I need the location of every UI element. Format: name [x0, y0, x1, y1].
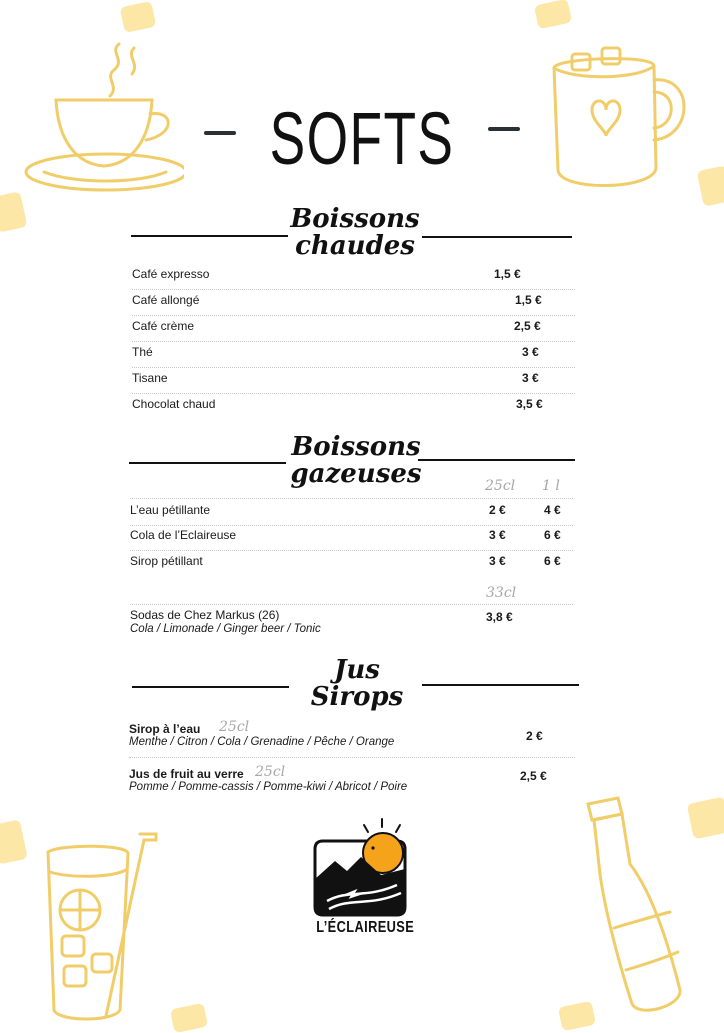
menu-item — [130, 550, 573, 576]
menu-item — [130, 524, 573, 551]
column-header-1l: 1 l — [542, 478, 560, 494]
item-price-25cl: 2 € — [489, 503, 506, 517]
decor-blob — [534, 0, 572, 29]
menu-item — [129, 719, 575, 758]
menu-item — [130, 498, 573, 526]
item-price-1l: 6 € — [544, 554, 561, 568]
item-flavors: Menthe / Citron / Cola / Grenadine / Pêche / Orange — [129, 736, 395, 748]
item-name: Thé — [132, 345, 153, 359]
item-name: Chocolat chaud — [132, 397, 216, 411]
item-size: 25cl — [219, 719, 250, 735]
item-price: 3 € — [522, 345, 539, 359]
page-title: SOFTS — [269, 97, 455, 180]
menu-item — [132, 341, 575, 368]
section-title-hot: Boissons chaudes — [290, 204, 420, 261]
logo — [305, 815, 417, 945]
menu-item — [132, 315, 575, 342]
column-header-33cl: 33cl — [486, 585, 517, 601]
logo-mark-icon — [305, 815, 417, 925]
decor-blob — [120, 1, 157, 33]
item-price: 1,5 € — [515, 293, 542, 307]
title-dash-right — [488, 127, 520, 131]
section-title-sparkling: Boissons gazeuses — [290, 432, 422, 489]
menu-item — [132, 393, 575, 419]
title-dash-left — [204, 131, 236, 135]
item-price: 1,5 € — [494, 267, 521, 281]
item-name: L’eau pétillante — [130, 503, 211, 517]
item-price-25cl: 3 € — [489, 528, 506, 542]
menu-item — [132, 289, 575, 316]
menu-item — [132, 367, 575, 394]
item-price-1l: 6 € — [544, 528, 561, 542]
menu-item — [129, 764, 575, 798]
section-rule — [132, 686, 289, 688]
item-price-1l: 4 € — [544, 503, 561, 517]
decor-blob — [170, 1003, 208, 1033]
decor-blob — [0, 819, 28, 864]
section-rule — [422, 684, 579, 686]
item-name: Café crème — [132, 319, 195, 333]
item-price: 2,5 € — [520, 769, 547, 783]
section-title-juice: Jus Sirops — [310, 655, 404, 712]
item-name: Cola de l’Eclaireuse — [130, 528, 237, 542]
item-name: Sirop pétillant — [130, 554, 203, 568]
item-price: 3 € — [522, 371, 539, 385]
row-divider — [130, 604, 573, 605]
item-price-25cl: 3 € — [489, 554, 506, 568]
sodas-flavors: Cola / Limonade / Ginger beer / Tonic — [130, 623, 321, 635]
item-flavors: Pomme / Pomme-cassis / Pomme-kiwi / Abricot / Poire — [129, 781, 408, 793]
item-name: Sirop à l’eau — [129, 722, 201, 736]
item-name: Jus de fruit au verre — [129, 767, 244, 781]
bottle-icon — [570, 794, 710, 1024]
glass-straw-icon — [40, 826, 170, 1022]
item-price: 3,5 € — [516, 397, 543, 411]
item-price: 2 € — [526, 729, 543, 743]
column-header-25cl: 25cl — [485, 478, 516, 494]
section-rule — [418, 459, 575, 461]
item-price: 2,5 € — [514, 319, 541, 333]
section-rule — [422, 236, 572, 238]
sodas-name: Sodas de Chez Markus (26) — [130, 608, 280, 622]
item-name: Café allongé — [132, 293, 200, 307]
item-name: Café expresso — [132, 267, 210, 281]
item-name: Tisane — [132, 371, 168, 385]
section-rule — [129, 462, 286, 464]
menu-item — [132, 263, 575, 290]
logo-text: L’ÉCLAIREUSE — [316, 919, 415, 936]
section-rule — [131, 235, 288, 237]
item-size: 25cl — [255, 764, 286, 780]
sodas-price: 3,8 € — [486, 610, 513, 624]
